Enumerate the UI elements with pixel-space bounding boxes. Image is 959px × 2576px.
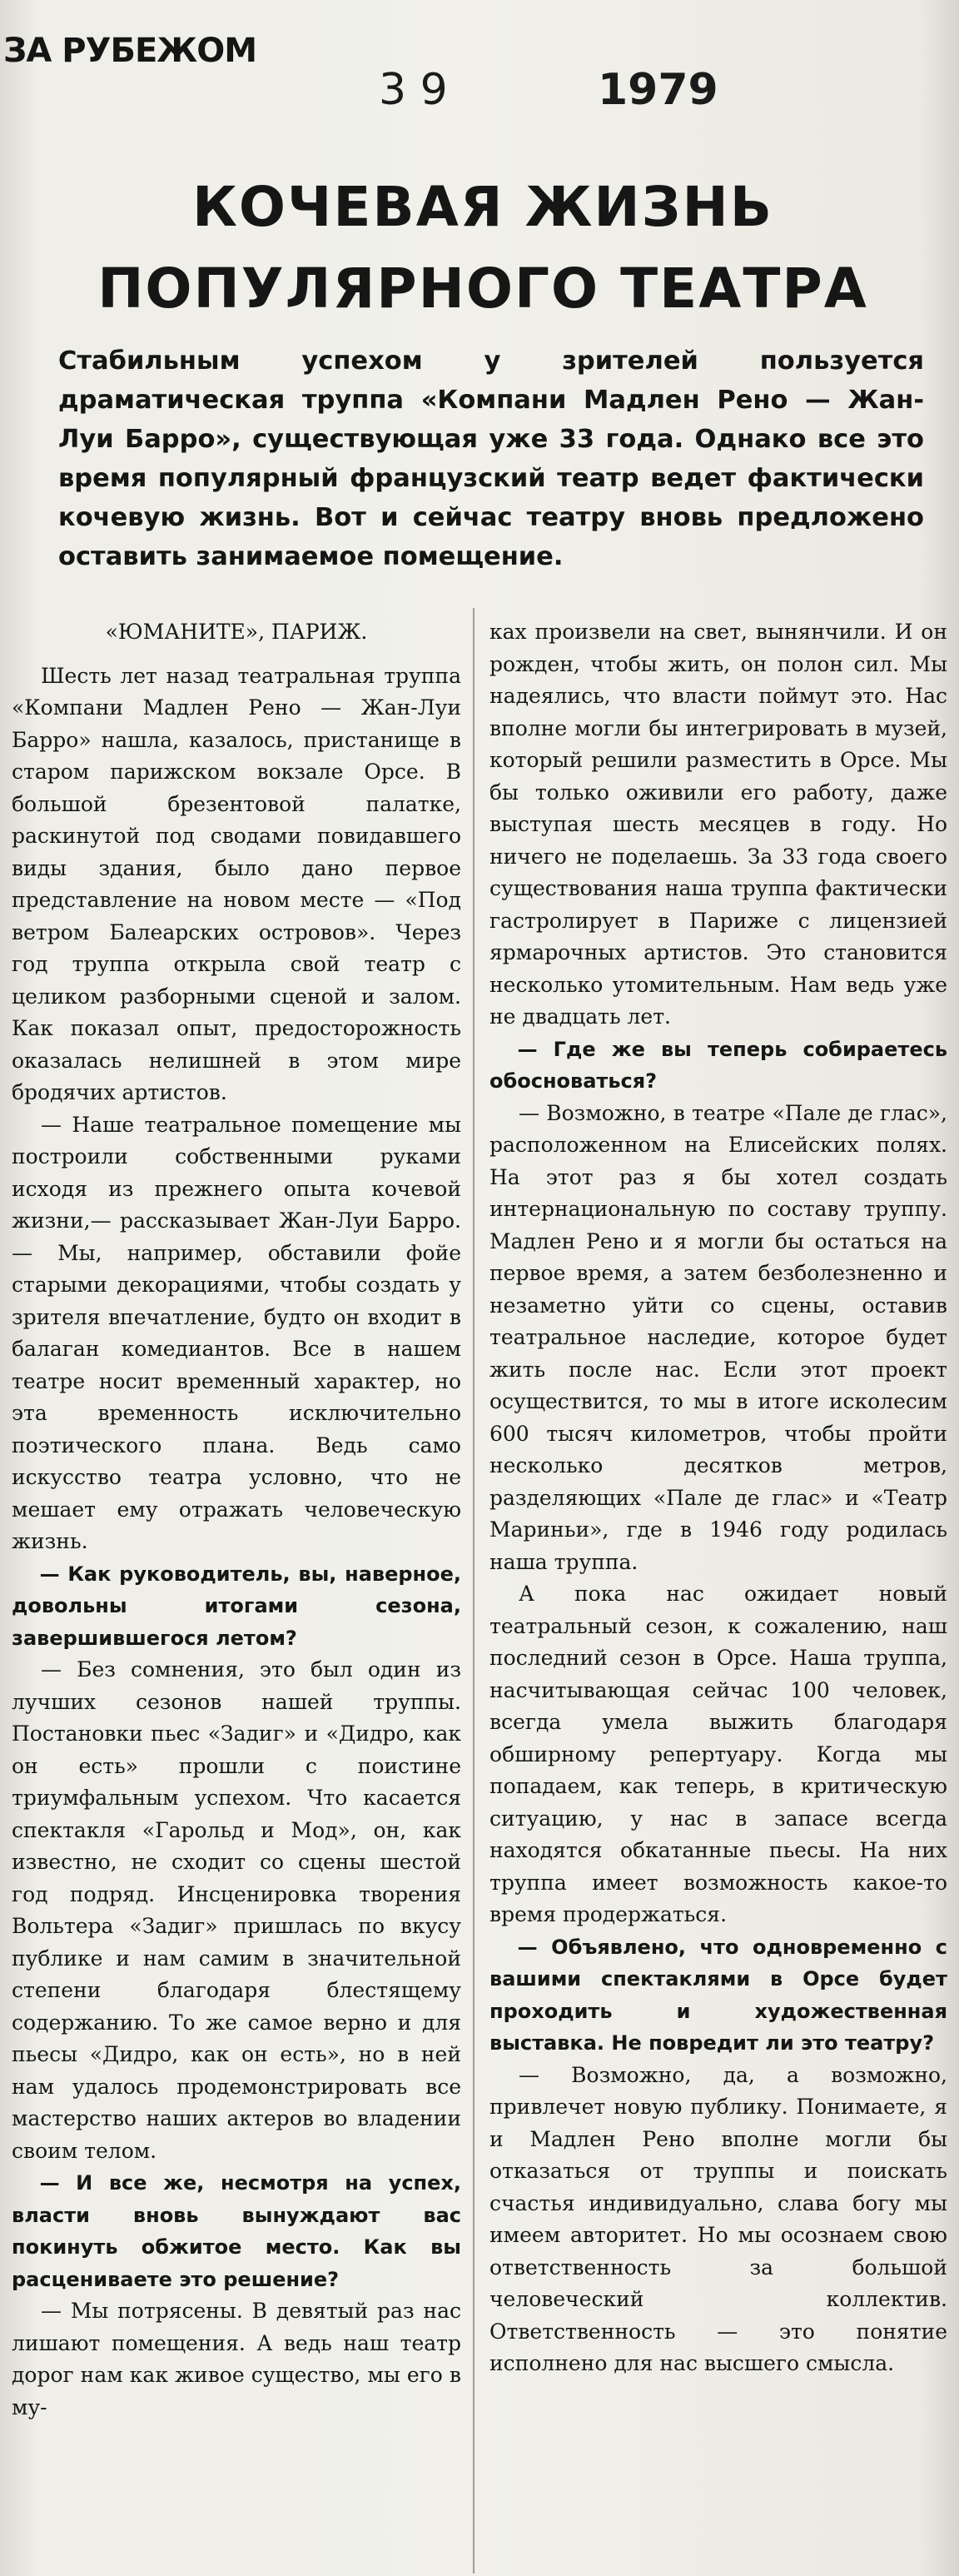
handwritten-date-year: 1979 [598,65,718,115]
interview-answer: — Возможно, да, а возможно, привлечет новую публику. Понимаете, я и Мадлен Рено вполне могли бы отказаться от труппы и поискать счастья индивидуально, слава богу мы имеем авторитет. Но мы осознаем свою ответственность за большой человеческий коллектив. Ответственность — это понятие исполнено для нас высшего смысла. [489,2062,947,2375]
headline-line-2: ПОПУЛЯРНОГО ТЕАТРА [97,257,868,321]
interview-question: — Как руководитель, вы, наверное, довольны итогами сезона, завершившегося летом? [12,1562,461,1650]
interview-question: — Где же вы теперь собираетесь обосноваться? [489,1037,947,1093]
section-rubric: ЗА РУБЕЖОМ [3,32,257,70]
article-source: «ЮМАНИТЕ», ПАРИЖ. [105,620,368,644]
interview-answer: — Без сомнения, это был один из лучших сезонов нашей труппы. Постановки пьес «Задиг» и «Дидро, как он есть» прошли с поистине триумфальным успехом. Что касается спектакля «Гарольд и Мод», он, как известно, не сходит со сцены шестой год подряд. Инсценировка творения Вольтера «Задиг» пришлась по вкусу публике и нам самим в значительной степени благодаря блестящему содержанию. То же самое верно и для пьесы «Дидро, как он есть», но в ней нам удалось продемонстрировать все мастерство наших актеров во владении своим телом. [12,1657,461,2163]
interview-answer: А пока нас ожидает новый театральный сезон, к сожалению, наш последний сезон в Орсе. Наша труппа, насчитывающая сейчас 100 человек, всегда умела выжить благодаря обширному репертуару. Когда мы попадаем, как теперь, в критическую ситуацию, у нас в запасе всегда находятся обкатанные пьесы. На них труппа имеет возможность какое-то время продержаться. [489,1582,947,1926]
interview-answer: — Возможно, в театре «Пале де глас», расположенном на Елисейских полях. На этот раз я бы хотел создать интернациональную по составу труппу. Мадлен Рено и я могли бы остаться на первое время, а затем безболезненно и незаметно уйти со сцены, оставив театральное наследие, которое будет жить после нас. Если этот проект осуществится, то мы в итоге исколесим 600 тысяч километров, чтобы пройти несколько десятков метров, разделяющих «Пале де глас» и «Театр Мариньи», где в 1946 году родилась наша труппа. [489,1100,947,1574]
article-lead: Стабильным успехом у зрителей пользуется драматическая труппа «Компани Мадлен Рено — Жан-Луи Барро», существующая уже 33 года. Однако все это время популярный французский театр ведет фактически кочевую жизнь. Вот и сейчас театру вновь предложено оставить занимаемое помещение. [58,346,924,571]
article-paragraph: — Наше театральное помещение мы построили собственными руками исходя из прежнего опыта кочевой жизни,— рассказывает Жан-Луи Барро.— Мы, например, обставили фойе старыми декорациями, чтобы создать у зрителя впечатление, будто он входит в балаган комедиантов. Все в нашем театре носит временный характер, но эта временность исключительно поэтического плана. Ведь само искусство театра условно, что не мешает ему отражать человеческую жизнь. [12,1112,461,1553]
interview-question: — Объявлено, что одновременно с вашими спектаклями в Орсе будет проходить и художественная выставка. Не повредит ли это театру? [489,1935,947,2055]
article-headline [33,167,932,330]
column-divider [473,608,475,2574]
interview-answer-continued: ках произвели на свет, вынянчили. И он рожден, чтобы жить, он полон сил. Мы надеялись, что власти поймут это. Нас вполне могли бы интегрировать в музей, который решили разместить в Орсе. Мы бы только оживили его работу, даже выступая шесть месяцев в году. Но ничего не поделаешь. За 33 года своего существования наша труппа фактически гастролирует в Париже с лицензией ярмарочных артистов. Это становится несколько утомительным. Нам ведь уже не двадцать лет. [489,620,947,1029]
interview-answer: — Мы потрясены. В девятый раз нас лишают помещения. А ведь наш театр дорог нам как живое существо, мы его в му- [12,2299,461,2419]
headline-line-1: КОЧЕВАЯ ЖИЗНЬ [191,175,774,239]
interview-question: — И все же, несмотря на успех, власти вновь вынуждают вас покинуть обжитое место. Как вы расцениваете это решение? [12,2171,461,2291]
article-column-right [489,616,947,2574]
article-paragraph: Шесть лет назад театральная труппа «Компани Мадлен Рено — Жан-Луи Барро» нашла, казалось, пристанище в старом парижском вокзале Орсе. В большой брезентовой палатке, раскинутой под сводами повидавшего виды здания, было дано первое представление на новом месте — «Под ветром Балеарских островов». Через год труппа открыла свой театр с целиком разборными сценой и залом. Как показал опыт, предосторожность оказалась нелишней в этом мире бродячих артистов. [12,663,461,1104]
article-column-left [12,616,461,2574]
handwritten-date-day: 3 9 [379,65,448,115]
